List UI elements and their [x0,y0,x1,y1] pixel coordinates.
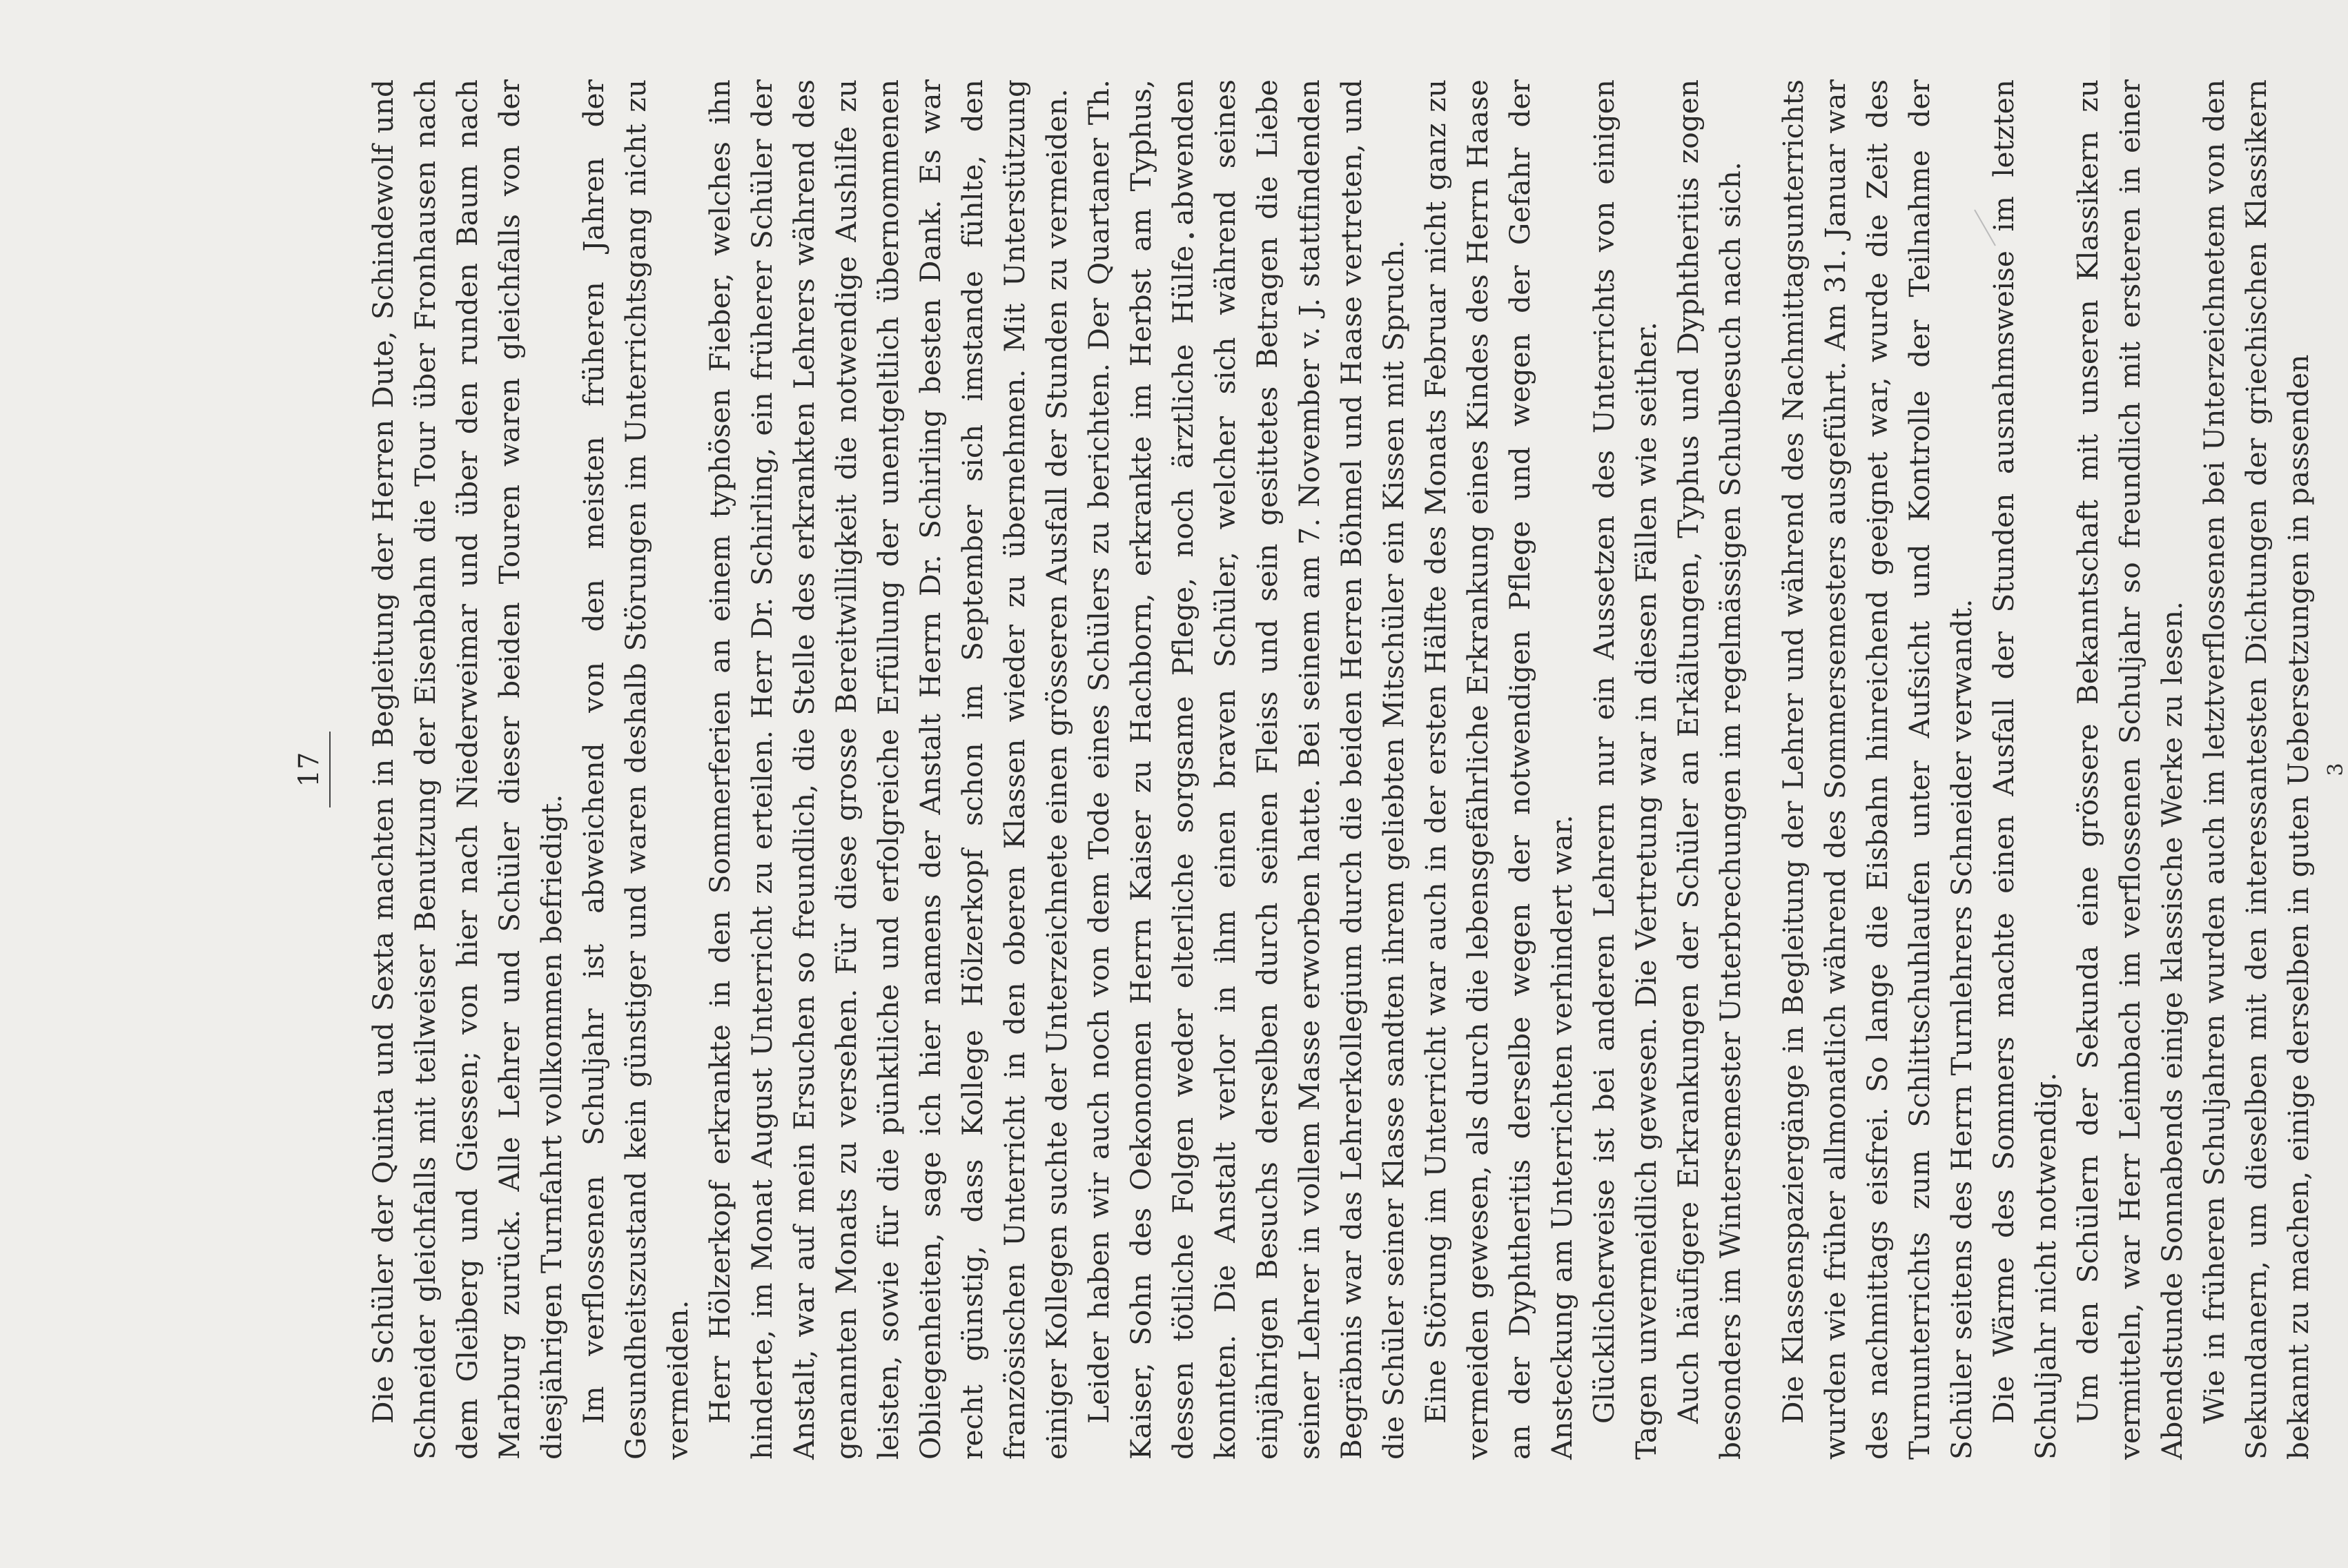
paragraph-gesundheitszustand: Im verflossenen Schuljahr ist abweichend von den meisten früheren Jahren der Gesundheitszustand kein günstiger und waren deshalb Störungen im Unterrichtsgang nicht zu vermeiden. [577,79,694,1460]
paragraph-sekunda: Um den Schülern der Sekunda eine grössere Bekanntschaft mit unseren Klassikern zu vermitteln, war Herr Leimbach im verflossenen Schuljahr so freundlich mit ersteren in einer Abendstunde Sonnabends einige klassische Werke zu lesen. [2071,79,2189,1460]
header-rule [329,732,331,807]
paragraph-erkrankungen: Auch häufigere Erkrankungen der Schüler an Erkältungen, Typhus und Dyphtheritis zogen besonders im Wintersemester Unterbrechungen im regelmässigen Schulbesuch nach sich. [1672,79,1747,1460]
paragraph-waerme: Die Wärme des Sommers machte einen Ausfall der Stunden ausnahmsweise im letzten Schuljahr nicht notwendig. [1987,79,2062,1460]
paragraph-hoelzerkopf: Herr Hölzerkopf erkrankte in den Sommerferien an einem typhösen Fieber, welches ihn hinderte, im Monat August Unterricht zu erteilen. Herr Dr. Schirling, ein früherer Schüler der Anstalt, war auf mein Ersuchen so freundlich, die Stelle des erkrankten Lehrers während des genannten Monats zu versehen. Für diese grosse Bereitwilligkeit die notwendige Aushilfe zu leisten, sowie für die pünktliche und erfolgreiche Erfüllung der unentgeltlich übernommenen Obliegenheiten, sage ich hier namens der Anstalt Herrn Dr. Schirling besten Dank. Es war recht günstig, dass Kollege Hölzerkopf schon im September sich imstande fühlte, den französischen Unterricht in den oberen Klassen wieder zu übernehmen. Mit Unterstützung einiger Kollegen suchte der Unterzeichnete einen grösseren Ausfall der Stunden zu vermeiden. [703,79,1073,1460]
paragraph-uebersetzungen: Wie in früheren Schuljahren wurden auch im letztverflossenen bei Unterzeichnetem von den Sekundanern, um dieselben mit den interessantesten Dichtungen der griechischen Klassikern bekannt zu machen, einige derselben in guten Uebersetzungen in passenden [2198,79,2315,1460]
signature-mark: 3 [2324,763,2348,776]
paragraph-turnfahrt: Die Schüler der Quinta und Sexta machten in Begleitung der Herren Dute, Schindewolf und Schneider gleichfalls mit teilweiser Benutzung der Eisenbahn die Tour über Fronhausen nach dem Gleiberg und Giessen; von hier nach Niederweimar und über den runden Baum nach Marburg zurück. Alle Lehrer und Schüler dieser beiden Touren waren gleichfalls von der diesjährigen Turnfahrt vollkommen befriedigt. [366,79,568,1460]
paragraph-gluecklicherweise: Glücklicherweise ist bei anderen Lehrern nur ein Aussetzen des Unterrichts von einigen Tagen unvermeidlich gewesen. Die Vertretung war in diesen Fällen wie seither. [1587,79,1663,1460]
rotated-text-block [293,79,2348,1460]
paragraph-kaiser: Leider haben wir auch noch von dem Tode eines Schülers zu berichten. Der Quartaner Th. Kaiser, Sohn des Oekonomen Herrn Kaiser zu Hachborn, erkrankte im Herbst am Typhus, dessen tötliche Folgen weder elterliche sorgsame Pflege, noch ärztliche Hülfe abwenden konnten. Die Anstalt verlor in ihm einen braven Schüler, welcher sich während seines einjährigen Besuchs derselben durch seinen Fleiss und sein gesittetes Betragen die Liebe seiner Lehrer in vollem Masse erworben hatte. Bei seinem am 7. November v. J. stattfindenden Begräbnis war das Lehrerkollegium durch die beiden Herren Böhmel und Haase vertreten, und die Schüler seiner Klasse sandten ihrem geliebten Mitschüler ein Kissen mit Spruch. [1082,79,1410,1460]
paragraph-klassenspaziergaenge: Die Klassenspaziergänge in Begleitung der Lehrer und während des Nachmittagsunterrichts wurden wie früher allmonatlich während des Sommersemesters ausgeführt. Am 31. Januar war des nachmittags eisfrei. So lange die Eisbahn hinreichend geeignet war, wurde die Zeit des Turnunterrichts zum Schlittschuhlaufen unter Aufsicht und Kontrolle der Teilnahme der Schüler seitens des Herrn Turnlehrers Schneider verwandt. [1777,79,1978,1460]
paragraph-stoerung: Eine Störung im Unterricht war auch in der ersten Hälfte des Monats Februar nicht ganz zu vermeiden gewesen, als durch die lebensgefährliche Erkrankung eines Kindes des Herrn Haase an der Dyphtheritis derselbe wegen der notwendigen Pflege und wegen der Gefahr der Ansteckung am Unterrichten verhindert war. [1419,79,1578,1460]
page-number: 17 [293,752,325,787]
